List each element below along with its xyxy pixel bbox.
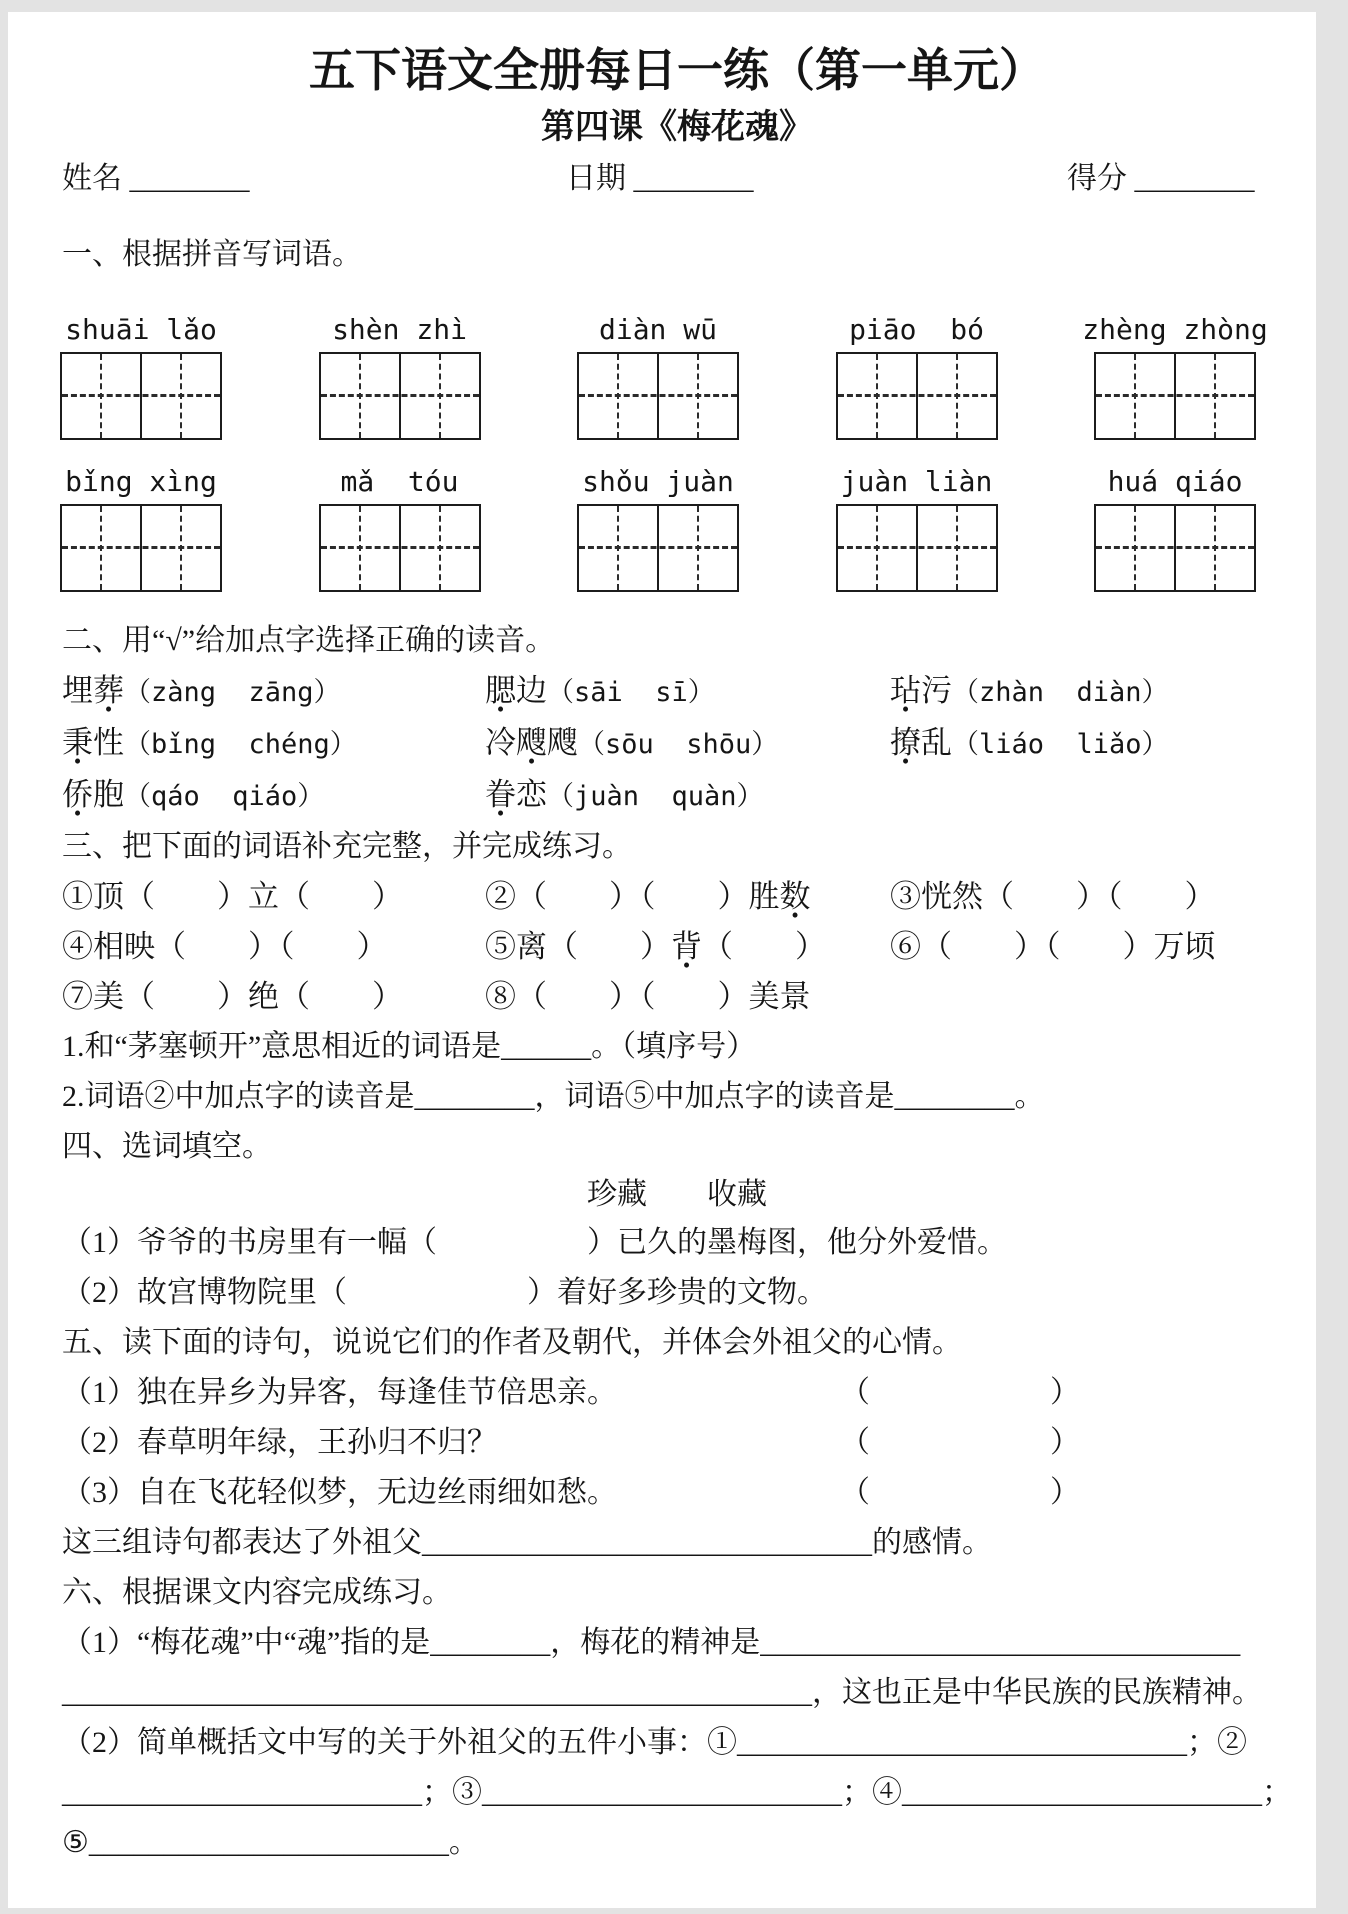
section4-item-1: （1）爷爷的书房里有一幅（ ）已久的墨梅图，他分外爱惜。 [62, 1226, 1007, 1259]
word-text: 飕 [547, 725, 578, 760]
dotted-char: 侨 [62, 777, 93, 812]
word-text: 冷 [485, 725, 516, 760]
pronunciation-item [485, 718, 890, 770]
grid-cell [1096, 354, 1176, 438]
pinyin-label: shuāi lǎo [65, 313, 217, 346]
pinyin-label: shǒu juàn [582, 465, 734, 498]
pronunciation-items [62, 666, 1292, 822]
dotted-char: 背 [671, 929, 702, 964]
word-completion-items [62, 872, 1292, 1022]
grid-cell [401, 506, 479, 590]
answer-parens: （ ） [840, 1376, 1080, 1409]
grid-cell [401, 354, 479, 438]
answer-parens: （ ） [840, 1426, 1080, 1459]
pinyin-label: mǎ tóu [340, 465, 459, 498]
poem-line [62, 1468, 1292, 1518]
word-text: ⑤离（ ） [485, 929, 671, 964]
word-text: 性 [93, 725, 124, 760]
writing-grid [319, 504, 481, 592]
pinyin-label: bǐng xìng [65, 465, 217, 498]
grid-cell [321, 354, 401, 438]
word-text: 埋 [62, 673, 93, 708]
section6-line-5: ⑤________________________。 [62, 1826, 479, 1859]
pinyin-column [1082, 308, 1268, 440]
pronunciation-item [890, 666, 1292, 718]
section4-heading: 四、选词填空。 [62, 1130, 272, 1163]
poem-text: （2）春草明年绿，王孙归不归？ [62, 1426, 497, 1459]
grid-cell [62, 354, 142, 438]
section5-heading: 五、读下面的诗句，说说它们的作者及朝代，并体会外祖父的心情。 [62, 1326, 962, 1359]
page-title: 五下语文全册每日一练（第一单元） [309, 45, 1045, 96]
pinyin-label: huá qiáo [1107, 465, 1243, 498]
grid-cell [142, 506, 220, 590]
section6-line-3: （2）简单概括文中写的关于外祖父的五件小事：①______________________________；② [62, 1726, 1247, 1759]
pronunciation-item [62, 770, 485, 822]
grid-cell [142, 354, 220, 438]
pinyin-label: shèn zhì [332, 313, 467, 346]
pinyin-column [321, 308, 479, 440]
pronunciation-item [62, 718, 485, 770]
section6-heading: 六、根据课文内容完成练习。 [62, 1576, 452, 1609]
word-text: ④相映（ ）（ ） [62, 929, 388, 964]
pinyin-column [838, 460, 996, 592]
section3-question-1: 1.和“茅塞顿开”意思相近的词语是______。（填序号） [62, 1030, 757, 1063]
pinyin-label: zhèng zhòng [1082, 313, 1268, 346]
pinyin-choices: （juàn quàn） [547, 781, 764, 812]
word-text: ⑧（ ）（ ）美景 [485, 979, 811, 1014]
dotted-char: 葬 [93, 673, 124, 708]
dotted-char: 玷 [890, 673, 921, 708]
pinyin-choices: （zàng zāng） [124, 677, 341, 708]
dotted-char: 腮 [485, 673, 516, 708]
word-item [62, 872, 485, 922]
word-text: 污 [921, 673, 952, 708]
section6-line-2: __________________________________________________，这也正是中华民族的民族精神。 [62, 1676, 1262, 1709]
answer-parens: （ ） [840, 1476, 1080, 1509]
word-item [890, 872, 1292, 922]
word-text: ⑦美（ ）绝（ ） [62, 979, 403, 1014]
lesson-subtitle: 第四课《梅花魂》 [541, 109, 813, 146]
grid-cell [1176, 354, 1254, 438]
pinyin-grid-row-1 [62, 308, 1268, 440]
grid-cell [918, 354, 996, 438]
pinyin-label: diàn wū [598, 313, 717, 346]
worksheet-content [8, 12, 1316, 1868]
score-field: 得分 ________ [1067, 162, 1255, 195]
pinyin-grid-row-2 [62, 460, 1254, 592]
word-item [62, 972, 485, 1022]
poem-text: （3）自在飞花轻似梦，无边丝雨细如愁。 [62, 1476, 617, 1509]
word-item [485, 872, 890, 922]
name-field: 姓名 ________ [62, 162, 250, 195]
writing-grid [60, 504, 222, 592]
grid-cell [579, 354, 659, 438]
pronunciation-item [890, 718, 1292, 770]
pinyin-choices: （qáo qiáo） [124, 781, 325, 812]
poem-text: （1）独在异乡为异客，每逢佳节倍思亲。 [62, 1376, 617, 1409]
pronunciation-item [62, 666, 485, 718]
pinyin-choices: （zhàn diàn） [952, 677, 1169, 708]
pinyin-choices: （sōu shōu） [578, 729, 779, 760]
dotted-char: 眷 [485, 777, 516, 812]
word-item [890, 922, 1292, 972]
word-text: ③恍然（ ）（ ） [890, 879, 1216, 914]
pronunciation-item [485, 666, 890, 718]
word-text: ⑥（ ）（ ）万顷 [890, 929, 1216, 964]
word-text: 恋 [516, 777, 547, 812]
grid-cell [659, 506, 737, 590]
writing-grid [60, 352, 222, 440]
pinyin-choices: （sāi sī） [547, 677, 715, 708]
section6-line-4: ________________________；③________________________；④________________________； [62, 1776, 1292, 1809]
writing-grid [1094, 352, 1256, 440]
dotted-char: 飕 [516, 725, 547, 760]
pinyin-label: juàn liàn [840, 465, 993, 498]
name-date-score-row [62, 154, 1292, 204]
pinyin-choices: （bǐng chéng） [124, 729, 357, 760]
writing-grid [836, 504, 998, 592]
pinyin-label: piāo bó [849, 313, 984, 346]
word-text: 边 [516, 673, 547, 708]
word-item [485, 972, 890, 1022]
word-text: ②（ ）（ ）胜 [485, 879, 780, 914]
poem-line [62, 1368, 1292, 1418]
section3-heading: 三、把下面的词语补充完整，并完成练习。 [62, 830, 632, 863]
writing-grid [577, 352, 739, 440]
dotted-char: 撩 [890, 725, 921, 760]
pronunciation-item [485, 770, 890, 822]
section4-item-2: （2）故宫博物院里（ ）着好多珍贵的文物。 [62, 1276, 827, 1309]
word-bank: 珍藏 收藏 [587, 1178, 767, 1211]
section5-summary: 这三组诗句都表达了外祖父______________________________的感情。 [62, 1526, 992, 1559]
pinyin-column [838, 308, 996, 440]
writing-grid [319, 352, 481, 440]
grid-cell [62, 506, 142, 590]
dotted-char: 秉 [62, 725, 93, 760]
pinyin-column [62, 308, 220, 440]
section1-heading: 一、根据拼音写词语。 [62, 238, 362, 271]
grid-cell [838, 506, 918, 590]
pinyin-choices: （liáo liǎo） [952, 729, 1169, 760]
grid-cell [1096, 506, 1176, 590]
section3-question-2: 2.词语②中加点字的读音是________，词语⑤中加点字的读音是________。 [62, 1080, 1045, 1113]
pinyin-column [321, 460, 479, 592]
writing-grid [1094, 504, 1256, 592]
section6-line-1: （1）“梅花魂”中“魂”指的是________，梅花的精神是________________________________ [62, 1626, 1241, 1659]
word-text: 胞 [93, 777, 124, 812]
grid-cell [918, 506, 996, 590]
pinyin-column [62, 460, 220, 592]
pinyin-column [1096, 460, 1254, 592]
dotted-char: 数 [779, 879, 811, 914]
pinyin-column [579, 308, 737, 440]
grid-cell [579, 506, 659, 590]
word-item [62, 922, 485, 972]
date-field: 日期 ________ [566, 162, 754, 195]
section2-heading: 二、用“√”给加点字选择正确的读音。 [62, 624, 556, 657]
pinyin-column [579, 460, 737, 592]
writing-grid [577, 504, 739, 592]
grid-cell [321, 506, 401, 590]
worksheet-page [8, 12, 1316, 1908]
word-text: （ ） [702, 929, 826, 964]
word-item [485, 922, 890, 972]
grid-cell [659, 354, 737, 438]
word-text: 乱 [921, 725, 952, 760]
poem-line [62, 1418, 1292, 1468]
grid-cell [838, 354, 918, 438]
word-text: ①顶（ ）立（ ） [62, 879, 403, 914]
grid-cell [1176, 506, 1254, 590]
writing-grid [836, 352, 998, 440]
